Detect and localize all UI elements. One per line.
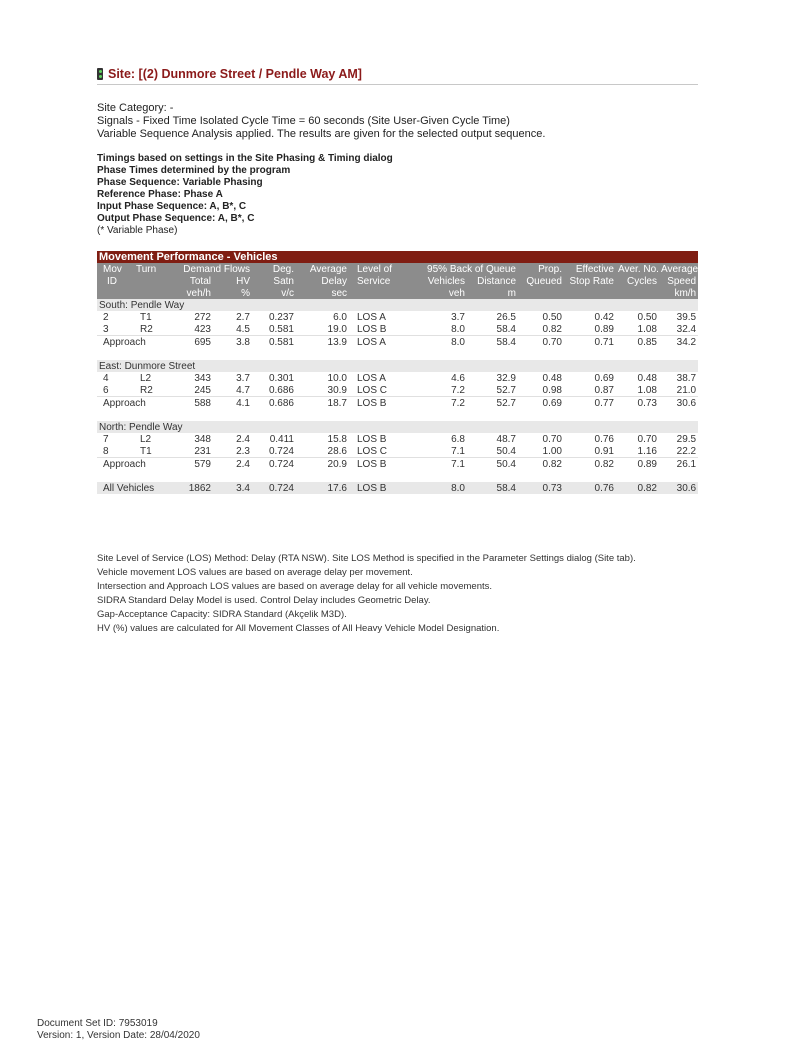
analysis-info: Variable Sequence Analysis applied. The results are given for the selected output sequence. xyxy=(97,128,546,140)
col-header: Distance xyxy=(467,275,518,287)
cell: 0.411 xyxy=(269,433,294,445)
cell: 6.0 xyxy=(333,311,347,323)
cell: Approach xyxy=(97,336,172,349)
cell: 272 xyxy=(194,311,211,323)
approach-group-label: South: Pendle Way xyxy=(97,299,698,311)
col-header xyxy=(518,287,564,299)
approach-row xyxy=(97,336,698,349)
cell: 0.48 xyxy=(637,372,657,384)
note-line: SIDRA Standard Delay Model is used. Control Delay includes Geometric Delay. xyxy=(97,595,431,606)
timing-line: Input Phase Sequence: A, B*, C xyxy=(97,201,247,212)
cell: 0.76 xyxy=(564,482,616,494)
cell: 0.76 xyxy=(594,433,614,445)
cell: 4.6 xyxy=(451,372,465,384)
approach-row xyxy=(97,397,698,410)
cell: 8.0 xyxy=(409,336,467,349)
cell: R2 xyxy=(140,384,153,396)
cell: 0.82 xyxy=(518,458,564,471)
cell: 2.7 xyxy=(236,311,250,323)
col-header: sec xyxy=(296,287,349,299)
cell: 10.0 xyxy=(327,372,347,384)
cell: 0.70 xyxy=(518,336,564,349)
col-header: Level of xyxy=(349,263,409,275)
cell: 26.5 xyxy=(496,311,516,323)
timing-line: Phase Sequence: Variable Phasing xyxy=(97,177,263,188)
note-line: Vehicle movement LOS values are based on average delay per movement. xyxy=(97,567,413,578)
col-header: Average xyxy=(661,263,699,275)
cell: 0.98 xyxy=(542,384,562,396)
footer xyxy=(37,1018,200,1042)
cell: 20.9 xyxy=(296,458,349,471)
cell: 3.7 xyxy=(236,372,250,384)
notes-block xyxy=(97,552,636,636)
approach-group-label: East: Dunmore Street xyxy=(97,360,698,372)
col-header: m xyxy=(467,287,518,299)
traffic-signal-icon xyxy=(97,68,103,80)
cell: 7.1 xyxy=(451,445,465,457)
cell: 348 xyxy=(194,433,211,445)
cell: 2 xyxy=(103,311,109,323)
cell: 0.581 xyxy=(252,336,296,349)
site-category: Site Category: - xyxy=(97,102,174,114)
cell: 0.42 xyxy=(594,311,614,323)
cell: LOS C xyxy=(357,445,388,457)
col-header: Effective xyxy=(564,263,616,275)
col-header xyxy=(616,287,659,299)
col-header xyxy=(97,287,134,299)
table-row xyxy=(97,433,698,445)
col-header: Turn xyxy=(134,263,172,275)
cell: 7.1 xyxy=(409,458,467,471)
cell: 0.237 xyxy=(268,311,294,323)
cell: 0.50 xyxy=(637,311,657,323)
cell: 2.3 xyxy=(236,445,250,457)
cell: 22.2 xyxy=(676,445,697,457)
timing-line: Output Phase Sequence: A, B*, C xyxy=(97,213,255,224)
cell: All Vehicles xyxy=(97,482,172,494)
col-header: km/h xyxy=(659,287,698,299)
movement-performance-table xyxy=(97,251,698,494)
cell: 30.9 xyxy=(327,384,347,396)
signals-info: Signals - Fixed Time Isolated Cycle Time = 60 seconds (Site User-Given Cycle Time) xyxy=(97,115,510,127)
cell: Approach xyxy=(97,397,172,410)
col-header xyxy=(564,287,616,299)
col-header: Service xyxy=(349,275,409,287)
cell: 7.2 xyxy=(451,384,465,396)
cell: 4.7 xyxy=(236,384,250,396)
cell: 0.69 xyxy=(594,372,614,384)
col-header: veh xyxy=(409,287,467,299)
cell: 0.301 xyxy=(268,372,294,384)
cell: Approach xyxy=(97,458,172,471)
cell: 0.73 xyxy=(616,397,659,410)
version-info: Version: 1, Version Date: 28/04/2020 xyxy=(37,1030,200,1041)
cell: 0.48 xyxy=(542,372,562,384)
cell: 50.4 xyxy=(467,458,518,471)
cell: 0.724 xyxy=(252,482,296,494)
cell: 58.4 xyxy=(496,323,516,335)
cell: 0.82 xyxy=(542,323,562,335)
cell: 1.16 xyxy=(637,445,657,457)
cell: 7.2 xyxy=(409,397,467,410)
approach-group-label: North: Pendle Way xyxy=(97,421,698,433)
timing-line: Phase Times determined by the program xyxy=(97,165,291,176)
col-header: Aver. No. xyxy=(618,263,659,275)
cell: L2 xyxy=(140,433,152,445)
cell: 48.7 xyxy=(496,433,516,445)
site-title-bar xyxy=(97,67,698,85)
cell: 29.5 xyxy=(676,433,697,445)
cell: 13.9 xyxy=(296,336,349,349)
col-header: Prop. xyxy=(518,263,564,275)
cell: 231 xyxy=(194,445,211,457)
cell: 579 xyxy=(172,458,213,471)
cell: 3 xyxy=(103,323,109,335)
cell: 18.7 xyxy=(296,397,349,410)
timing-block xyxy=(97,153,393,237)
cell: 19.0 xyxy=(327,323,347,335)
table-row xyxy=(97,372,698,384)
cell: 1.08 xyxy=(637,323,657,335)
cell: 52.7 xyxy=(467,397,518,410)
cell: LOS A xyxy=(357,372,386,384)
table-row xyxy=(97,323,698,336)
cell: 4.5 xyxy=(236,323,250,335)
cell: 4.1 xyxy=(213,397,252,410)
cell: 2.4 xyxy=(236,433,250,445)
cell: LOS A xyxy=(349,336,409,349)
approach-row xyxy=(97,458,698,471)
col-header: veh/h xyxy=(172,287,213,299)
document-set-id: Document Set ID: 7953019 xyxy=(37,1018,158,1029)
cell: LOS C xyxy=(357,384,388,396)
cell: 39.5 xyxy=(676,311,697,323)
cell: 423 xyxy=(194,323,211,335)
cell: 21.0 xyxy=(676,384,697,396)
col-header xyxy=(134,275,172,287)
table-row xyxy=(97,311,698,323)
cell: 8 xyxy=(103,445,109,457)
cell: 588 xyxy=(172,397,213,410)
col-header: % xyxy=(213,287,252,299)
cell: 0.91 xyxy=(594,445,614,457)
cell: 58.4 xyxy=(467,482,518,494)
cell: 52.7 xyxy=(496,384,516,396)
cell: LOS B xyxy=(349,458,409,471)
cell: 4 xyxy=(103,372,109,384)
cell: LOS B xyxy=(357,433,387,445)
cell: 28.6 xyxy=(327,445,347,457)
table-row xyxy=(97,384,698,397)
col-header: Mov xyxy=(97,263,134,275)
cell: L2 xyxy=(140,372,152,384)
cell: 26.1 xyxy=(659,458,698,471)
cell: 0.71 xyxy=(564,336,616,349)
cell: LOS B xyxy=(349,397,409,410)
col-header: Delay xyxy=(296,275,349,287)
cell: 3.8 xyxy=(213,336,252,349)
col-header: Stop Rate xyxy=(564,275,616,287)
cell: 58.4 xyxy=(467,336,518,349)
col-header: v/c xyxy=(252,287,296,299)
col-header: Satn xyxy=(252,275,296,287)
cell: T1 xyxy=(140,311,152,323)
col-header xyxy=(349,287,409,299)
col-header: HV xyxy=(213,275,252,287)
cell: 1.00 xyxy=(542,445,562,457)
cell: 0.70 xyxy=(637,433,657,445)
col-header: Average xyxy=(296,263,349,275)
cell: 15.8 xyxy=(327,433,347,445)
cell: 0.89 xyxy=(616,458,659,471)
col-header: Queued xyxy=(518,275,564,287)
note-line: Gap-Acceptance Capacity: SIDRA Standard (Akçelik M3D). xyxy=(97,609,347,620)
col-header: Cycles xyxy=(616,275,659,287)
cell: 0.50 xyxy=(542,311,562,323)
cell: 6 xyxy=(103,384,109,396)
cell: LOS A xyxy=(357,311,386,323)
table-row xyxy=(97,445,698,458)
cell: 0.686 xyxy=(268,384,294,396)
cell: R2 xyxy=(140,323,153,335)
col-header xyxy=(134,287,172,299)
table-title: Movement Performance - Vehicles xyxy=(97,251,698,263)
cell: 0.85 xyxy=(616,336,659,349)
cell: 7 xyxy=(103,433,109,445)
cell: T1 xyxy=(140,445,152,457)
col-header: Total xyxy=(172,275,213,287)
timing-line: Timings based on settings in the Site Phasing & Timing dialog xyxy=(97,153,393,164)
col-header: Demand Flows xyxy=(172,263,252,275)
cell: 3.4 xyxy=(213,482,252,494)
variable-phase-note: (* Variable Phase) xyxy=(97,225,178,236)
note-line: Intersection and Approach LOS values are based on average delay for all vehicle movements. xyxy=(97,581,493,592)
col-header: Deg. xyxy=(252,263,296,275)
cell: 1.08 xyxy=(637,384,657,396)
note-line: HV (%) values are calculated for All Movement Classes of All Heavy Vehicle Model Designation. xyxy=(97,623,500,634)
cell: 0.70 xyxy=(542,433,562,445)
cell: 0.82 xyxy=(564,458,616,471)
cell: 34.2 xyxy=(659,336,698,349)
site-title: Site: [(2) Dunmore Street / Pendle Way AM] xyxy=(108,67,362,81)
cell: 32.9 xyxy=(496,372,516,384)
cell: 50.4 xyxy=(496,445,516,457)
col-header: ID xyxy=(97,275,134,287)
cell: 0.686 xyxy=(252,397,296,410)
cell: 695 xyxy=(172,336,213,349)
cell: 0.73 xyxy=(518,482,564,494)
cell: 32.4 xyxy=(676,323,697,335)
cell: 30.6 xyxy=(659,397,698,410)
cell: 38.7 xyxy=(676,372,697,384)
cell: 6.8 xyxy=(451,433,465,445)
cell: 0.69 xyxy=(518,397,564,410)
cell: 30.6 xyxy=(659,482,698,494)
cell: 3.7 xyxy=(451,311,465,323)
cell: LOS B xyxy=(349,482,409,494)
cell: 0.82 xyxy=(616,482,659,494)
note-line: Site Level of Service (LOS) Method: Delay (RTA NSW). Site LOS Method is specified in the Parameter Settings dialog (Site tab). xyxy=(97,553,636,564)
col-header: 95% Back of Queue xyxy=(409,263,518,275)
cell: 0.724 xyxy=(252,458,296,471)
col-header: Speed xyxy=(659,275,698,287)
cell: 0.724 xyxy=(268,445,294,457)
cell: 1862 xyxy=(172,482,213,494)
col-header: Vehicles xyxy=(409,275,467,287)
all-vehicles-row xyxy=(97,482,698,494)
cell: 17.6 xyxy=(296,482,349,494)
cell: 0.581 xyxy=(268,323,294,335)
cell: 2.4 xyxy=(213,458,252,471)
cell: 343 xyxy=(194,372,211,384)
cell: 0.87 xyxy=(594,384,614,396)
timing-line: Reference Phase: Phase A xyxy=(97,189,223,200)
cell: 8.0 xyxy=(451,323,465,335)
cell: LOS B xyxy=(357,323,387,335)
cell: 0.77 xyxy=(564,397,616,410)
cell: 0.89 xyxy=(594,323,614,335)
cell: 8.0 xyxy=(409,482,467,494)
cell: 245 xyxy=(194,384,211,396)
